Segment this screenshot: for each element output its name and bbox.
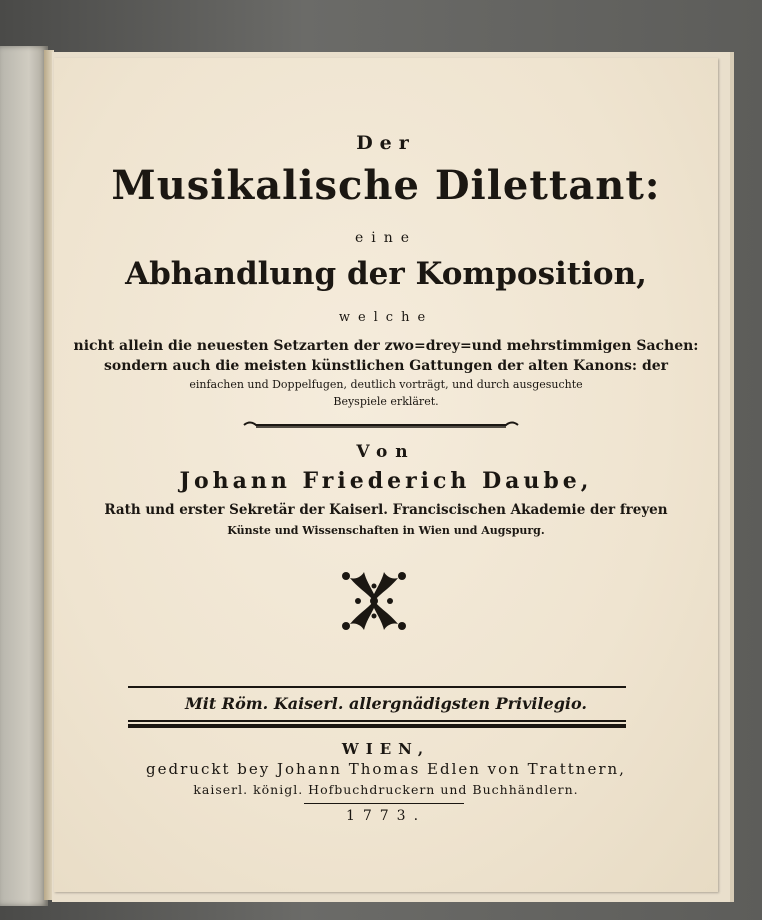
description-line-3: einfachen und Doppelfugen, deutlich vorträgt, und durch ausgesuchte xyxy=(189,378,583,391)
privilege-line: Mit Röm. Kaiserl. allergnädigsten Privilegio. xyxy=(185,694,587,713)
affiliation-line-2: Künste und Wissenschaften in Wien und Augspurg. xyxy=(227,524,545,537)
rule-above-year xyxy=(304,803,464,804)
description-line-4: Beyspiele erkläret. xyxy=(333,395,439,408)
author: Johann Friederich Daube, xyxy=(179,468,593,494)
decorative-rule-top xyxy=(240,418,522,432)
subtitle: Abhandlung der Komposition, xyxy=(125,256,647,292)
city: WIEN, xyxy=(341,740,431,758)
title-von: Von xyxy=(356,442,416,462)
floral-ornament-icon xyxy=(338,568,410,634)
book-cover-board xyxy=(0,46,48,906)
year: 1773. xyxy=(345,808,427,824)
main-title: Musikalische Dilettant: xyxy=(111,162,661,209)
title-welche: welche xyxy=(338,310,434,325)
rule-above-privilege xyxy=(128,686,626,688)
title-article: Der xyxy=(356,132,416,154)
description-line-1: nicht allein die neuesten Setzarten der zwo=drey=und mehrstimmigen Sachen: xyxy=(73,338,699,354)
rule-below-privilege-thick xyxy=(128,724,626,728)
affiliation-line-1: Rath und erster Sekretär der Kaiserl. Franciscischen Akademie der freyen xyxy=(104,502,668,518)
printer-line-2: kaiserl. königl. Hofbuchdruckern und Buchhändlern. xyxy=(193,782,579,797)
description-line-2: sondern auch die meisten künstlichen Gattungen der alten Kanons: der xyxy=(103,358,669,374)
title-eine: eine xyxy=(354,230,418,246)
title-page xyxy=(54,58,718,892)
rule-below-privilege xyxy=(128,720,626,722)
printer-line-1: gedruckt bey Johann Thomas Edlen von Trattnern, xyxy=(146,760,626,778)
